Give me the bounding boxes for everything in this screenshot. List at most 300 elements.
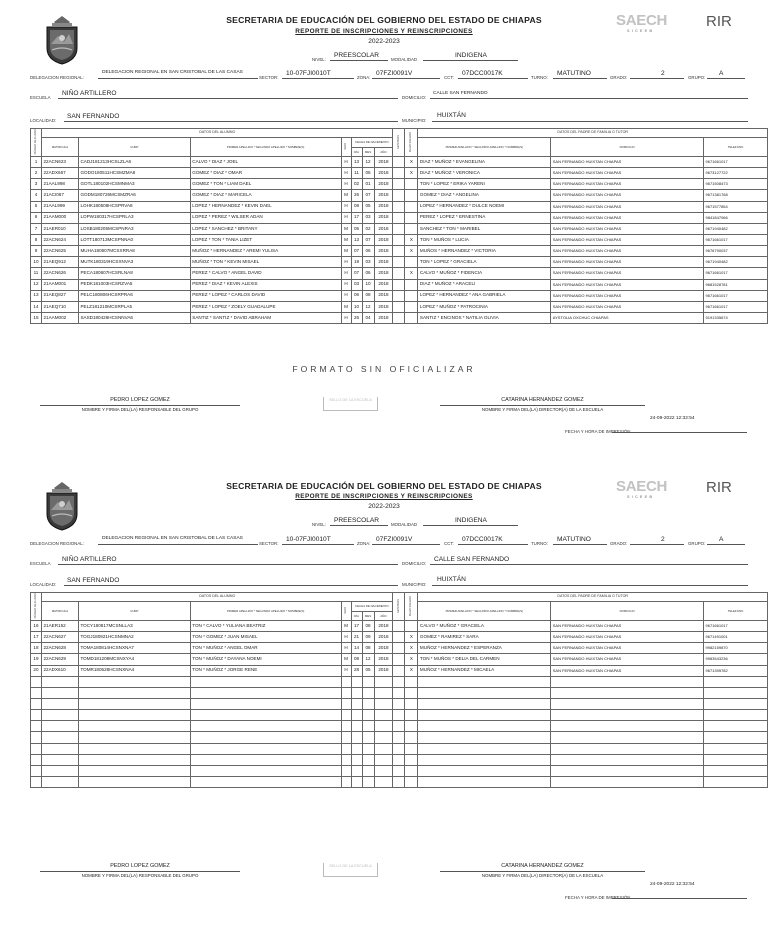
nuevo-ingreso-cell bbox=[405, 190, 418, 201]
birth-day-cell: 26 bbox=[351, 190, 362, 201]
tutor-name-cell bbox=[418, 754, 551, 765]
tutor-address-cell: SAN FERNANDO HUIXTAN CHIAPAS bbox=[551, 301, 704, 312]
birth-year-cell: 2018 bbox=[374, 257, 393, 268]
birth-day-cell: 13 bbox=[351, 156, 362, 167]
tutor-address-cell: SAN FERNANDO HUIXTAN CHIAPAS bbox=[551, 179, 704, 190]
birth-year-cell: 2018 bbox=[374, 620, 393, 631]
tutor-phone-cell bbox=[704, 721, 768, 732]
row-number bbox=[31, 676, 42, 687]
curp-cell bbox=[78, 732, 190, 743]
birth-month-cell bbox=[362, 765, 374, 776]
table-row bbox=[31, 268, 768, 279]
birth-month-cell: 07 bbox=[362, 190, 374, 201]
row-number: 14 bbox=[31, 301, 42, 312]
row-number: 17 bbox=[31, 632, 42, 643]
repetidor-cell bbox=[393, 754, 405, 765]
tutor-phone-cell: 9671661017 bbox=[704, 234, 768, 245]
table-header-row bbox=[31, 129, 768, 138]
tutor-address-cell bbox=[551, 676, 704, 687]
tutor-name-cell: GOMEZ * RAMIREZ * SARA bbox=[418, 632, 551, 643]
nuevo-ingreso-cell: X bbox=[405, 665, 418, 676]
tutor-phone-cell: 9673127722 bbox=[704, 168, 768, 179]
table-row-empty bbox=[31, 676, 768, 687]
tutor-address-cell bbox=[551, 721, 704, 732]
birth-year-cell bbox=[374, 687, 393, 698]
matricula-cell bbox=[41, 754, 78, 765]
sex-cell bbox=[341, 732, 351, 743]
matricula-cell: 21AEQ710 bbox=[41, 301, 78, 312]
student-name-cell: TON * MUÑOZ * DAYANA NOEMI bbox=[190, 654, 341, 665]
curp-cell: CADJ181213HCSLZLA6 bbox=[78, 156, 190, 167]
birth-day-cell: 26 bbox=[351, 312, 362, 323]
students-table bbox=[30, 128, 768, 324]
birth-month-cell: 05 bbox=[362, 665, 374, 676]
student-name-cell: LOPEZ * PEREZ * WILSER ADAN bbox=[190, 212, 341, 223]
birth-month-cell: 08 bbox=[362, 620, 374, 631]
modalidad-label: MODALIDAD bbox=[391, 57, 418, 62]
tutor-name-cell: MUÑOZ * HERNANDEZ * MICAELA bbox=[418, 665, 551, 676]
student-name-cell bbox=[190, 710, 341, 721]
tutor-address-cell: SAN FERNANDO HUIXTAN CHIAPAS bbox=[551, 257, 704, 268]
turno-value: MATUTINO bbox=[557, 536, 591, 543]
tutor-address-cell: SAN FERNANDO HUIXTAN CHIAPAS bbox=[551, 156, 704, 167]
curp-cell: TOCY180817MCSNLLA3 bbox=[78, 620, 190, 631]
tutor-name-cell: DIAZ * MUÑOZ * EVANGELINA bbox=[418, 156, 551, 167]
sex-cell: H bbox=[341, 179, 351, 190]
tutor-phone-cell: 9982159870 bbox=[704, 643, 768, 654]
birth-day-cell: 05 bbox=[351, 223, 362, 234]
birth-day-cell: 17 bbox=[351, 620, 362, 631]
birth-month-cell: 09 bbox=[362, 632, 374, 643]
municipio-label: MUNICIPIO: bbox=[402, 118, 427, 123]
birth-month-cell: 03 bbox=[362, 212, 374, 223]
birth-year-cell: 2018 bbox=[374, 312, 393, 323]
col-fecha: FECHA DE NACIMIENTO bbox=[351, 602, 393, 612]
col-matricula: MATRICULA bbox=[41, 602, 78, 621]
col-dia: DÍA bbox=[351, 147, 362, 156]
matricula-cell: 22ACN625 bbox=[41, 246, 78, 257]
birth-month-cell: 02 bbox=[362, 223, 374, 234]
tutor-phone-cell: 9671661017 bbox=[704, 620, 768, 631]
tutor-address-cell: SAN FERNANDO HUIXTAN CHIAPAS bbox=[551, 290, 704, 301]
print-timestamp: 24-09-2022 12:32:54 bbox=[650, 882, 695, 887]
tutor-name-cell: SANTIZ * ENCINOS * NATILIA OLIVIA bbox=[418, 312, 551, 323]
repetidor-cell bbox=[393, 190, 405, 201]
tutor-name-cell bbox=[418, 743, 551, 754]
tutor-phone-cell: 9671381768 bbox=[704, 190, 768, 201]
col-sexo: SEXO bbox=[343, 607, 347, 614]
row-number: 16 bbox=[31, 620, 42, 631]
table-row-empty bbox=[31, 776, 768, 787]
student-name-cell bbox=[190, 754, 341, 765]
col-repetidor: REPETIDOR bbox=[396, 598, 400, 613]
tutor-name-cell bbox=[418, 676, 551, 687]
tutor-address-cell: SAN FERNANDO HUIXTAN CHIAPAS bbox=[551, 168, 704, 179]
matricula-cell: 22ADX667 bbox=[41, 168, 78, 179]
sex-cell: H bbox=[341, 632, 351, 643]
curp-cell bbox=[78, 676, 190, 687]
row-number: 6 bbox=[31, 212, 42, 223]
birth-month-cell: 12 bbox=[362, 301, 374, 312]
birth-month-cell: 06 bbox=[362, 268, 374, 279]
cct-label: CCT: bbox=[444, 541, 454, 546]
col-datos-padre: DATOS DEL PADRE DE FAMILIA O TUTOR bbox=[418, 593, 768, 602]
grado-value: 2 bbox=[661, 536, 665, 543]
grado-label: GRADO: bbox=[610, 75, 628, 80]
sex-cell bbox=[341, 754, 351, 765]
birth-day-cell: 21 bbox=[351, 632, 362, 643]
nuevo-ingreso-cell bbox=[405, 312, 418, 323]
birth-day-cell bbox=[351, 698, 362, 709]
tutor-phone-cell: 9671661017 bbox=[704, 301, 768, 312]
tutor-address-cell: SAN FERNANDO HUIXTAN CHIAPAS bbox=[551, 190, 704, 201]
tutor-address-cell: SAN FERNANDO HUIXTAN CHIAPAS bbox=[551, 223, 704, 234]
modalidad-value: INDIGENA bbox=[455, 52, 487, 59]
tutor-name-cell: TON * LOPEZ * ERIKA YARENI bbox=[418, 179, 551, 190]
matricula-cell bbox=[41, 732, 78, 743]
sex-cell: H bbox=[341, 643, 351, 654]
nuevo-ingreso-cell bbox=[405, 223, 418, 234]
repetidor-cell bbox=[393, 676, 405, 687]
table-row-empty bbox=[31, 743, 768, 754]
curp-cell: LOPW180317HCSPRLA3 bbox=[78, 212, 190, 223]
curp-cell bbox=[78, 743, 190, 754]
table-row-empty bbox=[31, 721, 768, 732]
repetidor-cell bbox=[393, 765, 405, 776]
tutor-phone-cell: 9671577854 bbox=[704, 201, 768, 212]
nivel-label: NIVEL: bbox=[312, 522, 326, 527]
col-nombre: PRIMER APELLIDO * SEGUNDO APELLIDO * NOMBRE(S) bbox=[190, 602, 341, 621]
tutor-phone-cell bbox=[704, 732, 768, 743]
localidad-label: LOCALIDAD: bbox=[30, 582, 57, 587]
zona-value: 07FZI0091V bbox=[376, 536, 413, 543]
row-number: 18 bbox=[31, 643, 42, 654]
domicilio-label: DOMICILIO: bbox=[402, 561, 427, 566]
tutor-name-cell: TON * MUÑOS * LUCIA bbox=[418, 234, 551, 245]
nuevo-ingreso-cell bbox=[405, 710, 418, 721]
birth-day-cell bbox=[351, 765, 362, 776]
tutor-phone-cell: 9681528781 bbox=[704, 279, 768, 290]
table-row bbox=[31, 279, 768, 290]
birth-year-cell: 2018 bbox=[374, 632, 393, 643]
table-row bbox=[31, 223, 768, 234]
birth-year-cell: 2018 bbox=[374, 168, 393, 179]
saech-logo: SAECH bbox=[616, 12, 668, 29]
matricula-cell: 22ACN628 bbox=[41, 643, 78, 654]
nuevo-ingreso-cell: X bbox=[405, 268, 418, 279]
responsable-name: PEDRO LOPEZ GOMEZ bbox=[110, 863, 170, 869]
row-number bbox=[31, 754, 42, 765]
tutor-address-cell: SAN FERNANDO HUIXTAN CHIAPAS bbox=[551, 212, 704, 223]
birth-year-cell bbox=[374, 765, 393, 776]
nuevo-ingreso-cell bbox=[405, 290, 418, 301]
director-name: CATARINA HERNANDEZ GOMEZ bbox=[501, 397, 584, 403]
nuevo-ingreso-cell: X bbox=[405, 156, 418, 167]
birth-month-cell: 07 bbox=[362, 234, 374, 245]
birth-day-cell: 11 bbox=[351, 168, 362, 179]
tutor-name-cell bbox=[418, 732, 551, 743]
repetidor-cell bbox=[393, 212, 405, 223]
school-seal-box: SELLO DE LA ESCUELA bbox=[323, 863, 378, 877]
matricula-cell: 21AAL999 bbox=[41, 201, 78, 212]
escuela-value: NIÑO ARTILLERO bbox=[62, 90, 117, 97]
tutor-phone-cell: 9676790037 bbox=[704, 246, 768, 257]
sex-cell: H bbox=[341, 257, 351, 268]
birth-month-cell: 12 bbox=[362, 654, 374, 665]
repetidor-cell bbox=[393, 268, 405, 279]
birth-year-cell: 2018 bbox=[374, 179, 393, 190]
tutor-phone-cell: 9841847066 bbox=[704, 212, 768, 223]
students-table bbox=[30, 592, 768, 788]
sex-cell: H bbox=[341, 201, 351, 212]
tutor-name-cell: LOPEZ * HERNANDEZ * DULCE NOEMI bbox=[418, 201, 551, 212]
nuevo-ingreso-cell: X bbox=[405, 234, 418, 245]
birth-month-cell bbox=[362, 743, 374, 754]
birth-month-cell: 03 bbox=[362, 257, 374, 268]
sex-cell bbox=[341, 698, 351, 709]
table-row-empty bbox=[31, 698, 768, 709]
table-row bbox=[31, 620, 768, 631]
nuevo-ingreso-cell bbox=[405, 743, 418, 754]
student-name-cell: TON * CALVO * YULIANA BEATRIZ bbox=[190, 620, 341, 631]
sex-cell: H bbox=[341, 212, 351, 223]
birth-year-cell: 2018 bbox=[374, 201, 393, 212]
tutor-phone-cell bbox=[704, 754, 768, 765]
table-row bbox=[31, 234, 768, 245]
delegacion-label: DELEGACION REGIONAL: bbox=[30, 75, 84, 80]
birth-day-cell: 03 bbox=[351, 279, 362, 290]
tutor-address-cell: SAN FERNANDO HUIXTAN CHIAPAS bbox=[551, 268, 704, 279]
student-name-cell: PEREZ * LOPEZ * CARLOS DAVID bbox=[190, 290, 341, 301]
repetidor-cell bbox=[393, 179, 405, 190]
curp-cell bbox=[78, 687, 190, 698]
table-row-empty bbox=[31, 732, 768, 743]
curp-cell: PELZ181210MCSRPLA5 bbox=[78, 301, 190, 312]
report-page-2 bbox=[0, 466, 768, 932]
birth-year-cell bbox=[374, 698, 393, 709]
birth-day-cell: 06 bbox=[351, 290, 362, 301]
nuevo-ingreso-cell bbox=[405, 201, 418, 212]
curp-cell bbox=[78, 765, 190, 776]
curp-cell: LOSB180205MCSPNRA3 bbox=[78, 223, 190, 234]
tutor-name-cell bbox=[418, 721, 551, 732]
row-number: 10 bbox=[31, 257, 42, 268]
birth-day-cell: 10 bbox=[351, 301, 362, 312]
tutor-name-cell bbox=[418, 776, 551, 787]
matricula-cell bbox=[41, 687, 78, 698]
tutor-address-cell: SAN FERNANDO HUIXTAN CHIAPAS bbox=[551, 632, 704, 643]
birth-day-cell: 14 bbox=[351, 643, 362, 654]
col-repetidor: REPETIDOR bbox=[396, 134, 400, 149]
table-row bbox=[31, 190, 768, 201]
curp-cell: GODM180726MCSMZRA6 bbox=[78, 190, 190, 201]
unofficial-watermark: FORMATO SIN OFICIALIZAR bbox=[292, 364, 476, 374]
col-numero: NÚMERO DE ALUMNO bbox=[33, 593, 37, 619]
report-code: RIR bbox=[706, 13, 732, 30]
cct-label: CCT: bbox=[444, 75, 454, 80]
birth-day-cell bbox=[351, 776, 362, 787]
student-name-cell bbox=[190, 676, 341, 687]
matricula-cell bbox=[41, 743, 78, 754]
repetidor-cell bbox=[393, 156, 405, 167]
sex-cell bbox=[341, 676, 351, 687]
matricula-cell: 22ACN627 bbox=[41, 632, 78, 643]
birth-year-cell: 2018 bbox=[374, 212, 393, 223]
col-nuevo-ingreso: NUEVO INGRESO bbox=[409, 595, 413, 616]
student-name-cell: PEREZ * CALVO * ANGEL DAVID bbox=[190, 268, 341, 279]
tutor-address-cell bbox=[551, 776, 704, 787]
birth-month-cell bbox=[362, 776, 374, 787]
tutor-name-cell: TON * LOPEZ * GRACIELA bbox=[418, 257, 551, 268]
tutor-address-cell bbox=[551, 754, 704, 765]
sector-value: 10-07FJI0010T bbox=[286, 536, 331, 543]
repetidor-cell bbox=[393, 301, 405, 312]
student-name-cell: CALVO * DIAZ * JOEL bbox=[190, 156, 341, 167]
nuevo-ingreso-cell bbox=[405, 257, 418, 268]
row-number bbox=[31, 721, 42, 732]
tutor-address-cell bbox=[551, 687, 704, 698]
responsable-label: NOMBRE Y FIRMA DEL(LA) RESPONSABLE DEL GRUPO bbox=[81, 407, 199, 412]
sector-value: 10-07FJI0010T bbox=[286, 70, 331, 77]
curp-cell bbox=[78, 698, 190, 709]
delegacion-value: DELEGACION REGIONAL EN SAN CRISTOBAL DE LAS CASAS bbox=[102, 536, 243, 541]
nuevo-ingreso-cell: X bbox=[405, 643, 418, 654]
col-mes: MES bbox=[362, 611, 374, 620]
birth-month-cell bbox=[362, 687, 374, 698]
table-row bbox=[31, 168, 768, 179]
tutor-phone-cell: 9191335674 bbox=[704, 312, 768, 323]
tutor-phone-cell: 9671491001 bbox=[704, 632, 768, 643]
siceeb-logo: SICEEB bbox=[627, 495, 655, 499]
nuevo-ingreso-cell bbox=[405, 676, 418, 687]
tutor-name-cell: MUÑOZ * HERNANDEZ * ESPERANZA bbox=[418, 643, 551, 654]
row-number bbox=[31, 776, 42, 787]
student-name-cell bbox=[190, 698, 341, 709]
matricula-cell bbox=[41, 676, 78, 687]
turno-value: MATUTINO bbox=[557, 70, 591, 77]
table-row bbox=[31, 301, 768, 312]
birth-day-cell bbox=[351, 687, 362, 698]
escuela-label: ESCUELA bbox=[30, 95, 51, 100]
student-name-cell: LOPEZ * TON * TANIA LIZET bbox=[190, 234, 341, 245]
repetidor-cell bbox=[393, 279, 405, 290]
curp-cell: PEDK181003HCSRZVA5 bbox=[78, 279, 190, 290]
modalidad-label: MODALIDAD bbox=[391, 522, 418, 527]
matricula-cell: 21ACI067 bbox=[41, 190, 78, 201]
nuevo-ingreso-cell: X bbox=[405, 246, 418, 257]
repetidor-cell bbox=[393, 201, 405, 212]
nuevo-ingreso-cell: X bbox=[405, 654, 418, 665]
birth-month-cell: 08 bbox=[362, 290, 374, 301]
nuevo-ingreso-cell bbox=[405, 620, 418, 631]
table-row bbox=[31, 246, 768, 257]
nuevo-ingreso-cell bbox=[405, 765, 418, 776]
sex-cell: H bbox=[341, 168, 351, 179]
student-name-cell bbox=[190, 776, 341, 787]
col-anio: AÑO bbox=[374, 147, 393, 156]
matricula-cell bbox=[41, 776, 78, 787]
birth-day-cell: 07 bbox=[351, 246, 362, 257]
sex-cell: M bbox=[341, 620, 351, 631]
matricula-cell: 22ACN624 bbox=[41, 234, 78, 245]
birth-month-cell bbox=[362, 721, 374, 732]
domicilio-value: CALLE SAN FERNANDO bbox=[434, 556, 510, 563]
birth-month-cell bbox=[362, 676, 374, 687]
matricula-cell: 21AAM002 bbox=[41, 312, 78, 323]
matricula-cell: 22ADX610 bbox=[41, 665, 78, 676]
row-number bbox=[31, 765, 42, 776]
tutor-address-cell: SAN FERNANDO HUIXTAN CHIAPAS bbox=[551, 201, 704, 212]
cct-value: 07DCC0017K bbox=[462, 536, 503, 543]
col-matricula: MATRICULA bbox=[41, 138, 78, 157]
birth-day-cell: 08 bbox=[351, 201, 362, 212]
birth-year-cell: 2018 bbox=[374, 156, 393, 167]
curp-cell bbox=[78, 710, 190, 721]
repetidor-cell bbox=[393, 632, 405, 643]
curp-cell: TOMR180528HCSNXNA4 bbox=[78, 665, 190, 676]
print-timestamp: 24-09-2022 12:32:54 bbox=[650, 416, 695, 421]
table-row-empty bbox=[31, 710, 768, 721]
birth-month-cell bbox=[362, 732, 374, 743]
sex-cell bbox=[341, 721, 351, 732]
curp-cell: TOGJ180921HCSNMNA2 bbox=[78, 632, 190, 643]
curp-cell: PECA180607HCSRLNA8 bbox=[78, 268, 190, 279]
domicilio-value: CALLE SAN FERNANDO bbox=[433, 91, 488, 96]
row-number: 8 bbox=[31, 234, 42, 245]
birth-day-cell: 13 bbox=[351, 234, 362, 245]
tutor-address-cell bbox=[551, 710, 704, 721]
school-seal-box: SELLO DE LA ESCUELA bbox=[323, 397, 378, 411]
municipio-value: HUIXTÁN bbox=[437, 576, 466, 583]
curp-cell bbox=[78, 754, 190, 765]
modalidad-value: INDIGENA bbox=[455, 517, 487, 524]
matricula-cell bbox=[41, 698, 78, 709]
birth-year-cell bbox=[374, 743, 393, 754]
tutor-address-cell: AYSTOLIA OXCHUC CHIAPAS bbox=[551, 312, 704, 323]
table-row bbox=[31, 212, 768, 223]
curp-cell bbox=[78, 721, 190, 732]
sex-cell: M bbox=[341, 190, 351, 201]
table-row bbox=[31, 290, 768, 301]
matricula-cell: 21AEQ912 bbox=[41, 257, 78, 268]
repetidor-cell bbox=[393, 257, 405, 268]
sex-cell bbox=[341, 765, 351, 776]
birth-year-cell: 2018 bbox=[374, 290, 393, 301]
student-name-cell: LOPEZ * SANCHEZ * BRITANY bbox=[190, 223, 341, 234]
birth-day-cell: 17 bbox=[351, 212, 362, 223]
row-number: 7 bbox=[31, 223, 42, 234]
sex-cell: H bbox=[341, 665, 351, 676]
tutor-name-cell: DIAZ * MUÑOZ * VERONICA bbox=[418, 168, 551, 179]
tutor-phone-cell bbox=[704, 765, 768, 776]
sex-cell: M bbox=[341, 246, 351, 257]
student-name-cell: TON * MUÑOZ * ANGEL OMAR bbox=[190, 643, 341, 654]
birth-month-cell: 08 bbox=[362, 643, 374, 654]
delegacion-label: DELEGACION REGIONAL: bbox=[30, 541, 84, 546]
tutor-address-cell bbox=[551, 765, 704, 776]
row-number: 2 bbox=[31, 168, 42, 179]
tutor-name-cell: PEREZ * LOPEZ * ERNESTINA bbox=[418, 212, 551, 223]
table-row bbox=[31, 654, 768, 665]
municipio-value: HUIXTÁN bbox=[437, 112, 466, 119]
zona-label: ZONA: bbox=[357, 541, 371, 546]
director-label: NOMBRE Y FIRMA DEL(LA) DIRECTOR(A) DE LA ESCUELA bbox=[481, 407, 604, 412]
col-domicilio: DOMICILIO bbox=[551, 602, 704, 621]
tutor-address-cell: SAN FERNANDO HUIXTAN CHIAPAS bbox=[551, 246, 704, 257]
col-datos-alumno: DATOS DEL ALUMNO bbox=[41, 129, 393, 138]
birth-year-cell: 2018 bbox=[374, 643, 393, 654]
row-number bbox=[31, 687, 42, 698]
